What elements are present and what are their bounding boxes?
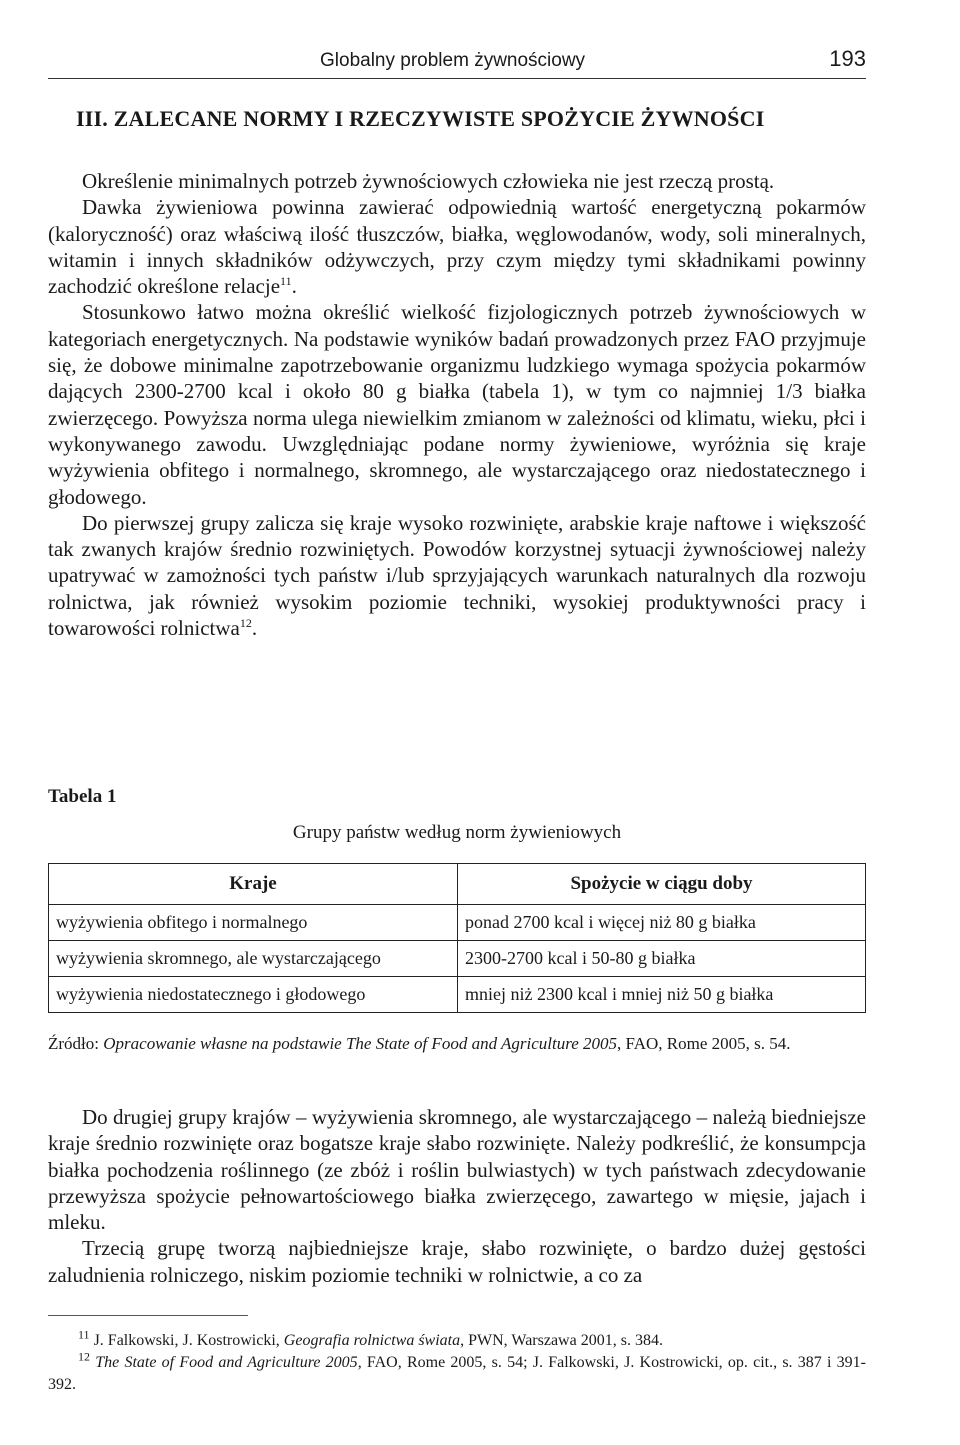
- footnote-title: Geografia rolnictwa świata: [283, 1332, 461, 1349]
- table-cell: mniej niż 2300 kcal i mniej niż 50 g białka: [458, 977, 866, 1013]
- paragraph: [48, 510, 866, 641]
- footnote-text: , PWN, Warszawa 2001, s. 384.: [460, 1332, 663, 1349]
- footnote-ref: 12: [239, 616, 252, 631]
- footnote-ref: 11: [280, 274, 292, 289]
- footnote-text: J. Falkowski, J. Kostrowicki,: [89, 1332, 284, 1349]
- paragraph: Trzecią grupę tworzą najbiedniejsze kraje, słabo rozwinięte, o bardzo dużej gęstości zaludnienia rolniczego, niskim poziomie techniki w rolnictwie, a co za: [48, 1236, 866, 1287]
- footnote-divider: [48, 1315, 248, 1316]
- paragraph: Określenie minimalnych potrzeb żywnościowych człowieka nie jest rzeczą prostą.: [82, 169, 775, 193]
- source-italic: Opracowanie własne na podstawie The State of Food and Agriculture 2005: [103, 1034, 618, 1053]
- page-number: 193: [829, 46, 866, 71]
- body-text-top: [48, 168, 866, 641]
- table-cell: ponad 2700 kcal i więcej niż 80 g białka: [458, 905, 866, 941]
- footnote-number: 12: [78, 1349, 90, 1364]
- source-rest: , FAO, Rome 2005, s. 54.: [617, 1034, 791, 1053]
- footnote: [48, 1327, 866, 1352]
- paragraph-end: .: [291, 274, 297, 299]
- paragraph: [48, 194, 866, 299]
- footnote: [48, 1349, 867, 1396]
- data-table: [48, 863, 866, 1013]
- table-row: [49, 941, 866, 977]
- table-header-cell: Spożycie w ciągu doby: [458, 864, 866, 905]
- table-header-cell: Kraje: [49, 864, 458, 905]
- footnote-text: , FAO, Rome 2005, s. 54; J. Falkowski, J. Kostrowicki, op. cit., s. 387 i 391-392.: [48, 1354, 867, 1393]
- table-header-row: [49, 864, 866, 905]
- table-cell: wyżywienia skromnego, ale wystarczającego: [49, 941, 458, 977]
- paragraph: Stosunkowo łatwo można określić wielkość fizjologicznych potrzeb żywnościowych w kategoriach energetycznych. Na podstawie wyników badań prowadzonych przez FAO przyjmuje się, że dobowe minimalne zapotrzebowanie organizmu ludzkiego wymaga spożycia pokarmów dających 2300-2700 kcal i około 80 g białka (tabela 1), w tym co najmniej 1/3 białka zwierzęcego. Powyższa norma ulega niewielkim zmianom w zależności od klimatu, wieku, płci i wykonywanego zawodu. Uwzględniając podane normy żywieniowe, wyróżnia się kraje wyżywienia obfitego i normalnego, skromnego, ale wystarczającego oraz niedostatecznego i głodowego.: [48, 300, 866, 509]
- running-title: Globalny problem żywnościowy: [320, 50, 586, 71]
- table-cell: wyżywienia niedostatecznego i głodowego: [49, 977, 458, 1013]
- source-prefix: Źródło:: [48, 1034, 104, 1053]
- table-source: [48, 1032, 866, 1055]
- running-head: [48, 44, 866, 79]
- paragraph-text: Do pierwszej grupy zalicza się kraje wysoko rozwinięte, arabskie kraje naftowe i większość tak zwanych krajów średnio rozwiniętych. Powodów korzystnej sytuacji żywnościowej należy upatrywać w zamożności tych państw i/lub sprzyjających warunkach naturalnych dla rozwoju rolnictwa, jak również wysokim poziomie techniki, wysokiej produktywności pracy i towarowości rolnictwa: [48, 510, 866, 641]
- footnotes: [48, 1327, 867, 1396]
- body-text-bottom: [48, 1104, 866, 1288]
- table-cell: 2300-2700 kcal i 50-80 g białka: [458, 941, 866, 977]
- table-cell: wyżywienia obfitego i normalnego: [49, 905, 458, 941]
- footnote-title: The State of Food and Agriculture 2005: [90, 1354, 358, 1371]
- paragraph: Do drugiej grupy krajów – wyżywienia skromnego, ale wystarczającego – należą biedniejsze kraje średnio rozwinięte oraz bogatsze kraje słabo rozwinięte. Należy podkreślić, że konsumpcja białka pochodzenia roślinnego (ze zbóż i roślin bulwiastych) w tych państwach zdecydowanie przewyższa spożycie pełnowartościowego białka zwierzęcego, zawartego w mięsie, jajach i mleku.: [48, 1105, 866, 1235]
- table-row: [49, 977, 866, 1013]
- section-heading: III. ZALECANE NORMY I RZECZYWISTE SPOŻYCIE ŻYWNOŚCI: [76, 106, 765, 131]
- footnote-number: 11: [78, 1327, 90, 1342]
- paragraph-end: .: [251, 616, 258, 641]
- paragraph-text: Dawka żywieniowa powinna zawierać odpowiednią wartość energetyczną pokarmów (kaloryczność) oraz właściwą ilość tłuszczów, białka, węglowodanów, wody, soli mineralnych, witamin i innych składników odżywczych, przy czym między tymi składnikami powinny zachodzić określone relacje: [48, 195, 866, 299]
- table-row: [49, 905, 866, 941]
- table-label: Tabela 1: [48, 786, 117, 807]
- table-caption: Grupy państw według norm żywieniowych: [292, 822, 622, 843]
